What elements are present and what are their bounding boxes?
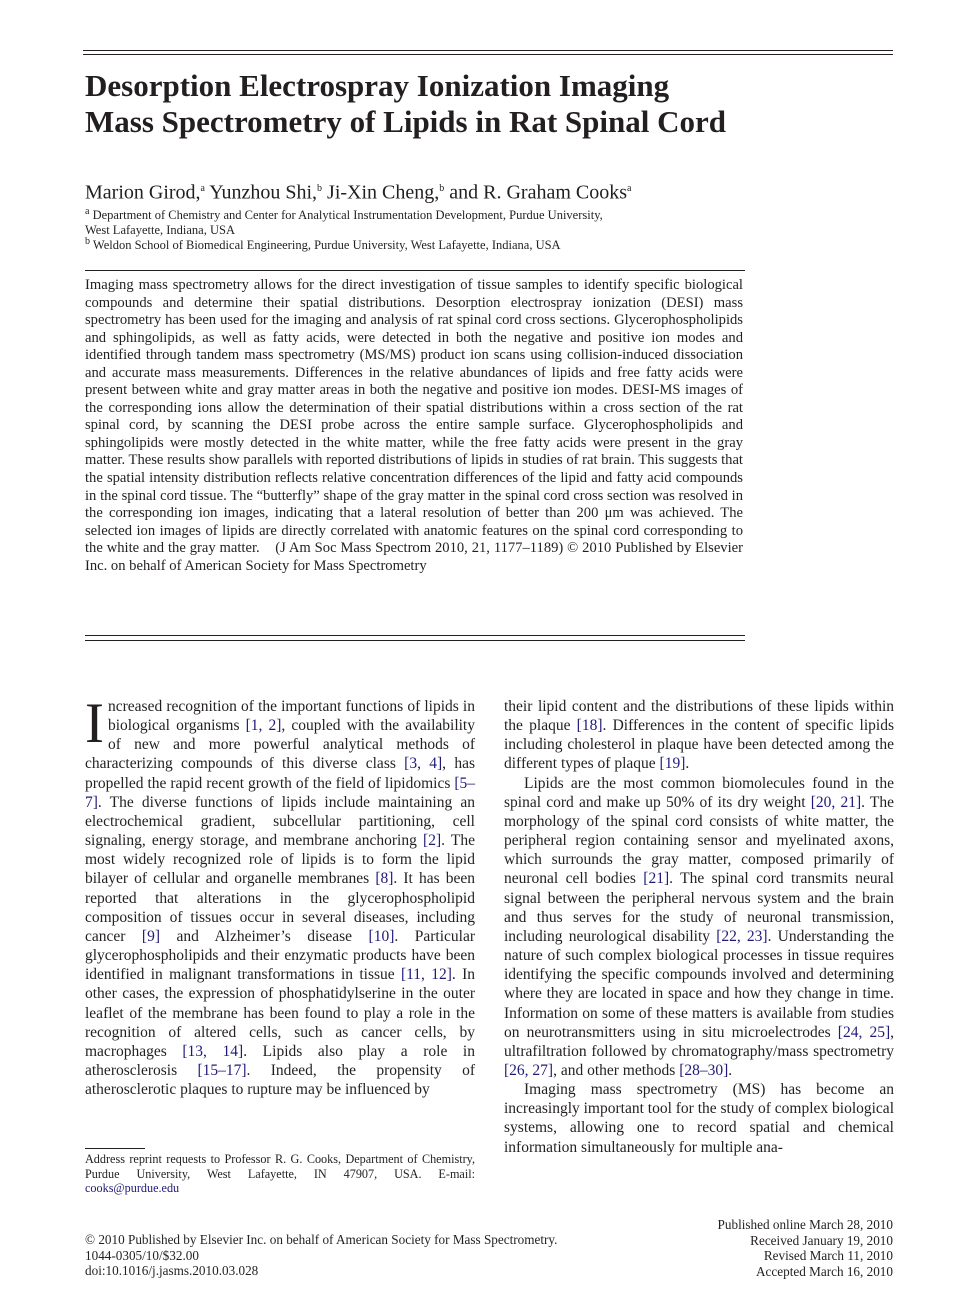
- body-text: . The diverse functions of lipids include maintaining an electrochemical gradient, subcellular partitioning, cell signaling, energy storage, and membrane anchoring: [85, 793, 475, 850]
- reference-link[interactable]: [5–7]: [85, 774, 475, 811]
- reference-link[interactable]: [19]: [659, 755, 686, 773]
- abstract: [85, 277, 743, 575]
- reference-link[interactable]: [13, 14]: [182, 1042, 244, 1060]
- body-text: . The most widely recognized role of lipids is to form the lipid bilayer of cellular and organelle membranes: [85, 832, 475, 888]
- body-text: .: [685, 755, 690, 773]
- left-body-text: [85, 692, 475, 1099]
- abstract-bottom-rule-2: [85, 640, 745, 641]
- author-affiliation-mark: a: [627, 183, 632, 194]
- left-column: [85, 692, 475, 1099]
- right-paragraph: [504, 1080, 894, 1157]
- body-text: , and other methods: [553, 1061, 680, 1079]
- right-paragraph: [504, 697, 894, 774]
- reference-link[interactable]: [11, 12]: [400, 966, 452, 984]
- revised-date: Revised March 11, 2010: [763, 1248, 893, 1263]
- right-column: [504, 697, 894, 1157]
- reference-link[interactable]: [15–17]: [197, 1061, 247, 1079]
- left-paragraph: [85, 692, 475, 1099]
- dates-block: [593, 1217, 893, 1279]
- body-text: and Alzheimer’s disease: [160, 927, 369, 945]
- reference-link[interactable]: [21]: [643, 870, 670, 888]
- reference-link[interactable]: [1, 2]: [245, 717, 282, 735]
- affiliation-b: [85, 235, 725, 253]
- reference-link[interactable]: [26, 27]: [504, 1061, 554, 1079]
- body-text: . Understanding the nature of such complex biological processes in tissue requires identifying the specific compounds involved and determining where they are located in space and how they change in time. Information on some of these matters is available from studies on neurotransmitters using in situ microelectrodes: [504, 927, 894, 1041]
- body-text: . Lipids also play a role in atherosclerosis: [85, 1042, 475, 1079]
- title-line-2: Mass Spectrometry of Lipids in Rat Spinal Cord: [85, 104, 726, 139]
- abstract-top-rule: [85, 270, 745, 271]
- top-rule-2: [83, 54, 893, 55]
- abstract-text: Imaging mass spectrometry allows for the direct investigation of tissue samples to identify specific biological compounds and determine their spatial distributions. Desorption electrospray ionization (DESI) mass spectrometry has been used for the imaging and analysis of rat spinal cord cross sections. Glycerophospholipids and sphingolipids, as well as fatty acids, were detected in both the negative and positive ion modes and identified through tandem mass spectrometry (MS/MS) product ion scans using collision-induced dissociation and accurate mass measurements. Differences in the relative abundances of lipids and free fatty acids were present between white and gray matter areas in both the negative and positive ion modes. DESI-MS images of the corresponding ions allow the determination of their spatial distributions within a cross section of the rat spinal cord, by scanning the DESI probe across the entire sample surface. Glycerophospholipids and sphingolipids were mostly detected in the white matter, while the free fatty acids were present in the gray matter. These results show parallels with reported distributions of lipids in studies of rat brain. This suggests that the spatial intensity distribution reflects relative concentration differences of the lipid and fatty acid compounds in the spinal cord tissue. The “butterfly” shape of the gray matter in the spinal cord cross section was resolved in the corresponding ion images, indicating that a lateral resolution of better than 200 μm was achieved. The selected ion images of lipids are directly correlated with anatomic features on the spinal cord corresponding to the white and the gray matter.: [85, 277, 743, 557]
- body-text: . Particular glycerophospholipids and their enzymatic products have been identified in malignant transformations in tissue: [85, 927, 475, 984]
- reference-link[interactable]: [24, 25]: [837, 1023, 891, 1041]
- right-paragraph: [504, 774, 894, 1081]
- body-text: . Differences in the content of specific lipids including cholesterol in plaque have been detected among the different types of plaque: [504, 717, 894, 773]
- article-title: [85, 68, 885, 140]
- footnote-rule: [85, 1148, 145, 1149]
- reference-link[interactable]: [2]: [423, 832, 442, 850]
- author-affiliation-mark: b: [439, 183, 445, 194]
- affiliation-a: [85, 205, 725, 237]
- author-affiliation-mark: a: [200, 183, 205, 194]
- reference-link[interactable]: [20, 21]: [810, 793, 862, 811]
- body-text: . The morphology of the spinal cord consists of white matter, the peripheral region containing sensor and myelinated axons, which surrounds the gray matter, composed primarily of neuronal cell bodies: [504, 793, 894, 888]
- author-name: and R. Graham Cooks: [444, 181, 628, 204]
- body-text: , ultrafiltration followed by chromatography/mass spectrometry: [504, 1023, 894, 1060]
- footnote: [85, 1152, 475, 1196]
- abstract-bottom-rule-1: [85, 635, 745, 636]
- body-text: Imaging mass spectrometry (MS) has become an increasingly important tool for the study of complex biological systems, allowing one to record spatial and chemical information simultaneously for multiple ana-: [504, 1081, 894, 1156]
- received-date: Received January 19, 2010: [750, 1232, 893, 1248]
- affiliation-text-cont: West Lafayette, Indiana, USA: [85, 222, 235, 237]
- reference-link[interactable]: [3, 4]: [404, 755, 443, 773]
- affiliation-mark: b: [85, 236, 90, 247]
- citation: (J Am Soc Mass Spectrom 2010, 21, 1177–1189) © 2010 Published by Elsevier Inc. on behalf of American Society for Mass Spectrometry: [85, 540, 743, 574]
- reference-link[interactable]: [28–30]: [679, 1061, 729, 1079]
- body-text: . Indeed, the propensity of atherosclerotic plaques to rupture may be influenced by: [85, 1061, 475, 1099]
- body-text: ncreased recognition of the important functions of lipids in biological organisms: [107, 698, 475, 735]
- reference-link[interactable]: [8]: [375, 870, 394, 888]
- accepted-date: Accepted March 16, 2010: [756, 1263, 893, 1279]
- reference-link[interactable]: [18]: [576, 717, 603, 735]
- body-text: , has propelled the rapid recent growth of the field of lipidomics: [85, 755, 475, 792]
- body-text: . It has been reported that alterations in the glycerophospholipid composition of tissues occur in several diseases, including cancer: [85, 870, 475, 945]
- body-text: . In other cases, the expression of phosphatidylserine in the outer leaflet of the membrane has been found to play a role in the recognition of altered cells, such as cancer cells, by macrophages: [85, 966, 475, 1060]
- author-email-link[interactable]: cooks@purdue.edu: [85, 1181, 180, 1196]
- right-body-text: [504, 697, 894, 1157]
- affiliation-mark: a: [85, 206, 90, 217]
- author-name: Ji-Xin Cheng,: [322, 181, 440, 204]
- author-list: [85, 177, 885, 205]
- body-text: Lipids are the most common biomolecules found in the spinal cord and make up 50% of its dry weight: [504, 774, 894, 811]
- body-text: . The spinal cord transmits neural signal between the peripheral nervous system and the brain and thus serves for the study of neuronal transmission, including neurological disability: [504, 870, 894, 945]
- affiliation-text: Weldon School of Biomedical Engineering, Purdue University, West Lafayette, Indiana, USA: [90, 238, 561, 253]
- body-text: their lipid content and the distributions of these lipids within the plaque: [504, 698, 894, 735]
- drop-cap: I: [85, 692, 104, 755]
- issn-line: 1044-0305/10/$32.00: [85, 1247, 199, 1263]
- affiliation-text: Department of Chemistry and Center for Analytical Instrumentation Development, Purdue University,: [89, 208, 603, 223]
- title-line-1: Desorption Electrospray Ionization Imaging: [85, 68, 670, 103]
- author-name: Yunzhou Shi,: [205, 181, 318, 204]
- copyright-line: © 2010 Published by Elsevier Inc. on behalf of American Society for Mass Spectrometry.: [85, 1232, 558, 1247]
- reference-link[interactable]: [22, 23]: [716, 927, 768, 945]
- body-text: .: [728, 1061, 733, 1079]
- reference-link[interactable]: [9]: [141, 927, 160, 945]
- published-online-date: Published online March 28, 2010: [717, 1217, 893, 1232]
- author-affiliation-mark: b: [317, 183, 323, 194]
- reference-link[interactable]: [10]: [368, 927, 395, 945]
- author-name: Marion Girod,: [85, 181, 201, 204]
- footnote-text: Address reprint requests to Professor R. G. Cooks, Department of Chemistry, Purdue University, West Lafayette, IN 47907, USA. E-mail:: [85, 1152, 475, 1181]
- doi-line: doi:10.1016/j.jasms.2010.03.028: [85, 1263, 259, 1278]
- body-text: , coupled with the availability of new and more powerful analytical methods of characterizing compounds of this diverse class: [85, 717, 475, 773]
- top-rule-1: [83, 50, 893, 51]
- copyright-block: [85, 1232, 645, 1279]
